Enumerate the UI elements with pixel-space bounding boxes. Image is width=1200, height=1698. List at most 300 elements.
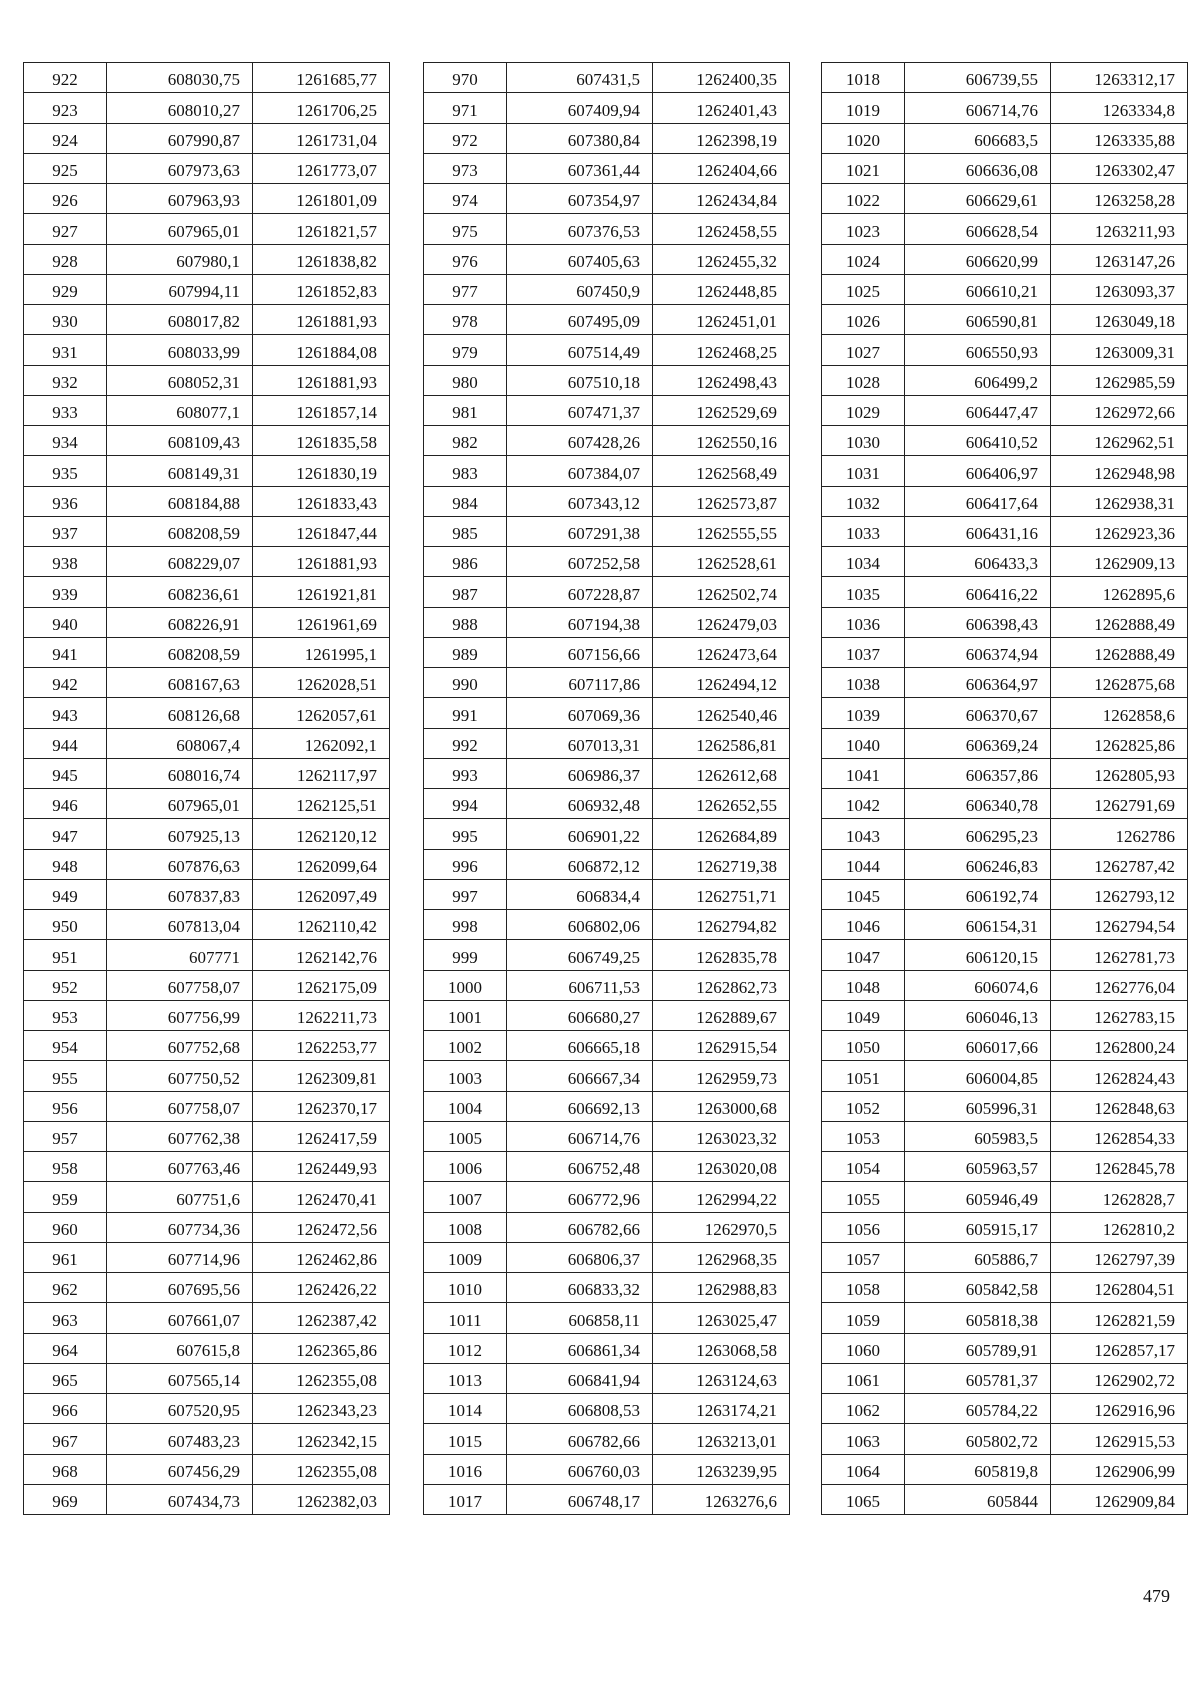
point-number-cell: 1021 (822, 153, 905, 183)
table-row (822, 426, 1188, 456)
point-number-cell: 1064 (822, 1454, 905, 1484)
x-coordinate-cell: 606802,06 (507, 910, 653, 940)
point-number-cell: 987 (424, 577, 507, 607)
y-coordinate-cell: 1262791,69 (1051, 789, 1188, 819)
table-row (822, 547, 1188, 577)
y-coordinate-cell: 1263276,6 (653, 1484, 790, 1514)
table-row (424, 819, 790, 849)
x-coordinate-cell: 606550,93 (905, 335, 1051, 365)
x-coordinate-cell: 607980,1 (107, 244, 253, 274)
table-row (24, 63, 390, 93)
y-coordinate-cell: 1262828,7 (1051, 1182, 1188, 1212)
point-number-cell: 1022 (822, 184, 905, 214)
x-coordinate-cell: 606861,34 (507, 1333, 653, 1363)
x-coordinate-cell: 606739,55 (905, 63, 1051, 93)
x-coordinate-cell: 606667,34 (507, 1061, 653, 1091)
y-coordinate-cell: 1262810,2 (1051, 1212, 1188, 1242)
point-number-cell: 948 (24, 849, 107, 879)
point-number-cell: 1040 (822, 728, 905, 758)
x-coordinate-cell: 607354,97 (507, 184, 653, 214)
x-coordinate-cell: 608229,07 (107, 547, 253, 577)
x-coordinate-cell: 607252,58 (507, 547, 653, 577)
x-coordinate-cell: 607228,87 (507, 577, 653, 607)
y-coordinate-cell: 1261801,09 (253, 184, 390, 214)
point-number-cell: 981 (424, 395, 507, 425)
table-row (822, 274, 1188, 304)
x-coordinate-cell: 606680,27 (507, 1000, 653, 1030)
table-row (24, 1212, 390, 1242)
table-row (24, 849, 390, 879)
x-coordinate-cell: 607520,95 (107, 1394, 253, 1424)
point-number-cell: 986 (424, 547, 507, 577)
table-row (24, 1273, 390, 1303)
table-row (424, 1031, 790, 1061)
point-number-cell: 1044 (822, 849, 905, 879)
point-number-cell: 1052 (822, 1091, 905, 1121)
y-coordinate-cell: 1262825,86 (1051, 728, 1188, 758)
x-coordinate-cell: 607762,38 (107, 1121, 253, 1151)
x-coordinate-cell: 608052,31 (107, 365, 253, 395)
x-coordinate-cell: 606357,86 (905, 758, 1051, 788)
y-coordinate-cell: 1262142,76 (253, 940, 390, 970)
x-coordinate-cell: 606406,97 (905, 456, 1051, 486)
x-coordinate-cell: 606431,16 (905, 516, 1051, 546)
table-row (822, 1000, 1188, 1030)
y-coordinate-cell: 1262915,54 (653, 1031, 790, 1061)
x-coordinate-cell: 606772,96 (507, 1182, 653, 1212)
point-number-cell: 935 (24, 456, 107, 486)
x-coordinate-cell: 608017,82 (107, 305, 253, 335)
table-row (24, 365, 390, 395)
y-coordinate-cell: 1261773,07 (253, 153, 390, 183)
point-number-cell: 1061 (822, 1363, 905, 1393)
x-coordinate-cell: 607405,63 (507, 244, 653, 274)
table-row (424, 547, 790, 577)
x-coordinate-cell: 606858,11 (507, 1303, 653, 1333)
table-row (24, 516, 390, 546)
y-coordinate-cell: 1263025,47 (653, 1303, 790, 1333)
y-coordinate-cell: 1262804,51 (1051, 1273, 1188, 1303)
point-number-cell: 930 (24, 305, 107, 335)
y-coordinate-cell: 1262253,77 (253, 1031, 390, 1061)
table-row (24, 637, 390, 667)
table-row (24, 698, 390, 728)
point-number-cell: 1035 (822, 577, 905, 607)
x-coordinate-cell: 606986,37 (507, 758, 653, 788)
point-number-cell: 939 (24, 577, 107, 607)
y-coordinate-cell: 1262835,78 (653, 940, 790, 970)
x-coordinate-cell: 606046,13 (905, 1000, 1051, 1030)
point-number-cell: 1058 (822, 1273, 905, 1303)
table-row (822, 153, 1188, 183)
x-coordinate-cell: 607156,66 (507, 637, 653, 667)
point-number-cell: 990 (424, 668, 507, 698)
y-coordinate-cell: 1262821,59 (1051, 1303, 1188, 1333)
table-row (24, 1152, 390, 1182)
table-row (822, 456, 1188, 486)
x-coordinate-cell: 606398,43 (905, 607, 1051, 637)
table-row (24, 395, 390, 425)
point-number-cell: 1019 (822, 93, 905, 123)
x-coordinate-cell: 607376,53 (507, 214, 653, 244)
y-coordinate-cell: 1261706,25 (253, 93, 390, 123)
table-row (822, 244, 1188, 274)
y-coordinate-cell: 1262787,42 (1051, 849, 1188, 879)
x-coordinate-cell: 607434,73 (107, 1484, 253, 1514)
table-row (424, 1454, 790, 1484)
point-number-cell: 949 (24, 879, 107, 909)
point-number-cell: 925 (24, 153, 107, 183)
table-row (24, 789, 390, 819)
table-row (24, 1031, 390, 1061)
point-number-cell: 945 (24, 758, 107, 788)
point-number-cell: 971 (424, 93, 507, 123)
table-row (822, 910, 1188, 940)
table-row (424, 970, 790, 1000)
y-coordinate-cell: 1262211,73 (253, 1000, 390, 1030)
y-coordinate-cell: 1262923,36 (1051, 516, 1188, 546)
y-coordinate-cell: 1262355,08 (253, 1454, 390, 1484)
y-coordinate-cell: 1262985,59 (1051, 365, 1188, 395)
x-coordinate-cell: 607291,38 (507, 516, 653, 546)
table-row (822, 365, 1188, 395)
point-number-cell: 976 (424, 244, 507, 274)
point-number-cell: 936 (24, 486, 107, 516)
y-coordinate-cell: 1262097,49 (253, 879, 390, 909)
table-row (424, 1394, 790, 1424)
table-row (424, 1061, 790, 1091)
table-row (424, 1273, 790, 1303)
x-coordinate-cell: 606364,97 (905, 668, 1051, 698)
point-number-cell: 960 (24, 1212, 107, 1242)
point-number-cell: 959 (24, 1182, 107, 1212)
x-coordinate-cell: 608149,31 (107, 456, 253, 486)
y-coordinate-cell: 1262309,81 (253, 1061, 390, 1091)
point-number-cell: 968 (24, 1454, 107, 1484)
table-row (822, 1394, 1188, 1424)
point-number-cell: 978 (424, 305, 507, 335)
table-row (424, 456, 790, 486)
point-number-cell: 1003 (424, 1061, 507, 1091)
x-coordinate-cell: 607615,8 (107, 1333, 253, 1363)
y-coordinate-cell: 1262417,59 (253, 1121, 390, 1151)
table-row (424, 244, 790, 274)
table-row (822, 577, 1188, 607)
point-number-cell: 1039 (822, 698, 905, 728)
point-number-cell: 988 (424, 607, 507, 637)
table-row (24, 547, 390, 577)
y-coordinate-cell: 1262781,73 (1051, 940, 1188, 970)
y-coordinate-cell: 1262902,72 (1051, 1363, 1188, 1393)
x-coordinate-cell: 606714,76 (905, 93, 1051, 123)
x-coordinate-cell: 607409,94 (507, 93, 653, 123)
x-coordinate-cell: 605996,31 (905, 1091, 1051, 1121)
x-coordinate-cell: 605781,37 (905, 1363, 1051, 1393)
point-number-cell: 1010 (424, 1273, 507, 1303)
x-coordinate-cell: 606154,31 (905, 910, 1051, 940)
y-coordinate-cell: 1261835,58 (253, 426, 390, 456)
point-number-cell: 1026 (822, 305, 905, 335)
point-number-cell: 958 (24, 1152, 107, 1182)
point-number-cell: 1050 (822, 1031, 905, 1061)
table-row (822, 1182, 1188, 1212)
x-coordinate-cell: 606620,99 (905, 244, 1051, 274)
table-row (424, 1121, 790, 1151)
y-coordinate-cell: 1263258,28 (1051, 184, 1188, 214)
table-row (822, 728, 1188, 758)
y-coordinate-cell: 1262125,51 (253, 789, 390, 819)
x-coordinate-cell: 606901,22 (507, 819, 653, 849)
y-coordinate-cell: 1262858,6 (1051, 698, 1188, 728)
y-coordinate-cell: 1262948,98 (1051, 456, 1188, 486)
point-number-cell: 1037 (822, 637, 905, 667)
y-coordinate-cell: 1262498,43 (653, 365, 790, 395)
x-coordinate-cell: 608109,43 (107, 426, 253, 456)
y-coordinate-cell: 1262797,39 (1051, 1242, 1188, 1272)
table-row (424, 637, 790, 667)
point-number-cell: 928 (24, 244, 107, 274)
table-row (822, 1152, 1188, 1182)
table-row (424, 1000, 790, 1030)
y-coordinate-cell: 1263147,26 (1051, 244, 1188, 274)
x-coordinate-cell: 607813,04 (107, 910, 253, 940)
y-coordinate-cell: 1262175,09 (253, 970, 390, 1000)
y-coordinate-cell: 1262848,63 (1051, 1091, 1188, 1121)
point-number-cell: 995 (424, 819, 507, 849)
y-coordinate-cell: 1262959,73 (653, 1061, 790, 1091)
point-number-cell: 965 (24, 1363, 107, 1393)
point-number-cell: 975 (424, 214, 507, 244)
y-coordinate-cell: 1261838,82 (253, 244, 390, 274)
x-coordinate-cell: 606748,17 (507, 1484, 653, 1514)
point-number-cell: 993 (424, 758, 507, 788)
x-coordinate-cell: 607510,18 (507, 365, 653, 395)
y-coordinate-cell: 1261852,83 (253, 274, 390, 304)
table-row (822, 849, 1188, 879)
table-row (24, 970, 390, 1000)
y-coordinate-cell: 1262449,93 (253, 1152, 390, 1182)
x-coordinate-cell: 605842,58 (905, 1273, 1051, 1303)
point-number-cell: 934 (24, 426, 107, 456)
table-row (822, 789, 1188, 819)
point-number-cell: 922 (24, 63, 107, 93)
table-row (822, 123, 1188, 153)
point-number-cell: 966 (24, 1394, 107, 1424)
point-number-cell: 1056 (822, 1212, 905, 1242)
point-number-cell: 1055 (822, 1182, 905, 1212)
x-coordinate-cell: 608167,63 (107, 668, 253, 698)
y-coordinate-cell: 1262470,41 (253, 1182, 390, 1212)
point-number-cell: 1015 (424, 1424, 507, 1454)
table-row (822, 607, 1188, 637)
y-coordinate-cell: 1262888,49 (1051, 637, 1188, 667)
y-coordinate-cell: 1262909,13 (1051, 547, 1188, 577)
point-number-cell: 1038 (822, 668, 905, 698)
point-number-cell: 1043 (822, 819, 905, 849)
table-row (424, 607, 790, 637)
y-coordinate-cell: 1262550,16 (653, 426, 790, 456)
y-coordinate-cell: 1262099,64 (253, 849, 390, 879)
x-coordinate-cell: 606834,4 (507, 879, 653, 909)
y-coordinate-cell: 1262451,01 (653, 305, 790, 335)
y-coordinate-cell: 1262468,25 (653, 335, 790, 365)
point-number-cell: 1007 (424, 1182, 507, 1212)
page-number: 479 (1143, 1586, 1170, 1606)
table-row (822, 184, 1188, 214)
x-coordinate-cell: 607837,83 (107, 879, 253, 909)
y-coordinate-cell: 1262458,55 (653, 214, 790, 244)
table-row (24, 1242, 390, 1272)
table-row (822, 879, 1188, 909)
x-coordinate-cell: 607751,6 (107, 1182, 253, 1212)
y-coordinate-cell: 1262502,74 (653, 577, 790, 607)
table-row (424, 93, 790, 123)
table-row (424, 789, 790, 819)
table-row (24, 728, 390, 758)
y-coordinate-cell: 1262794,82 (653, 910, 790, 940)
y-coordinate-cell: 1262387,42 (253, 1303, 390, 1333)
x-coordinate-cell: 608033,99 (107, 335, 253, 365)
y-coordinate-cell: 1262057,61 (253, 698, 390, 728)
table-row (24, 486, 390, 516)
point-number-cell: 1008 (424, 1212, 507, 1242)
table-row (424, 1363, 790, 1393)
x-coordinate-cell: 607714,96 (107, 1242, 253, 1272)
x-coordinate-cell: 607973,63 (107, 153, 253, 183)
x-coordinate-cell: 606590,81 (905, 305, 1051, 335)
table-row (424, 1182, 790, 1212)
table-row (24, 910, 390, 940)
point-number-cell: 932 (24, 365, 107, 395)
y-coordinate-cell: 1262028,51 (253, 668, 390, 698)
x-coordinate-cell: 606447,47 (905, 395, 1051, 425)
table-row (24, 668, 390, 698)
x-coordinate-cell: 605844 (905, 1484, 1051, 1514)
table-row (822, 214, 1188, 244)
x-coordinate-cell: 607013,31 (507, 728, 653, 758)
y-coordinate-cell: 1261881,93 (253, 365, 390, 395)
table-row (24, 1363, 390, 1393)
table-row (822, 1212, 1188, 1242)
point-number-cell: 926 (24, 184, 107, 214)
x-coordinate-cell: 606017,66 (905, 1031, 1051, 1061)
table-row (822, 1454, 1188, 1484)
point-number-cell: 1031 (822, 456, 905, 486)
x-coordinate-cell: 607750,52 (107, 1061, 253, 1091)
point-number-cell: 997 (424, 879, 507, 909)
x-coordinate-cell: 606665,18 (507, 1031, 653, 1061)
x-coordinate-cell: 606610,21 (905, 274, 1051, 304)
y-coordinate-cell: 1262786 (1051, 819, 1188, 849)
point-number-cell: 947 (24, 819, 107, 849)
x-coordinate-cell: 607117,86 (507, 668, 653, 698)
point-number-cell: 937 (24, 516, 107, 546)
x-coordinate-cell: 607380,84 (507, 123, 653, 153)
y-coordinate-cell: 1263213,01 (653, 1424, 790, 1454)
x-coordinate-cell: 608010,27 (107, 93, 253, 123)
table-row (822, 395, 1188, 425)
point-number-cell: 1049 (822, 1000, 905, 1030)
y-coordinate-cell: 1263000,68 (653, 1091, 790, 1121)
table-row (822, 1121, 1188, 1151)
point-number-cell: 1023 (822, 214, 905, 244)
x-coordinate-cell: 608208,59 (107, 516, 253, 546)
table-row (424, 305, 790, 335)
table-row (24, 93, 390, 123)
table-row (24, 214, 390, 244)
y-coordinate-cell: 1263174,21 (653, 1394, 790, 1424)
table-row (424, 153, 790, 183)
point-number-cell: 979 (424, 335, 507, 365)
point-number-cell: 1020 (822, 123, 905, 153)
x-coordinate-cell: 606433,3 (905, 547, 1051, 577)
point-number-cell: 969 (24, 1484, 107, 1514)
y-coordinate-cell: 1262110,42 (253, 910, 390, 940)
point-number-cell: 1063 (822, 1424, 905, 1454)
point-number-cell: 931 (24, 335, 107, 365)
y-coordinate-cell: 1262540,46 (653, 698, 790, 728)
table-row (822, 1333, 1188, 1363)
point-number-cell: 1016 (424, 1454, 507, 1484)
point-number-cell: 973 (424, 153, 507, 183)
y-coordinate-cell: 1263239,95 (653, 1454, 790, 1484)
table-row (822, 1031, 1188, 1061)
x-coordinate-cell: 607471,37 (507, 395, 653, 425)
x-coordinate-cell: 606192,74 (905, 879, 1051, 909)
x-coordinate-cell: 607343,12 (507, 486, 653, 516)
point-number-cell: 1004 (424, 1091, 507, 1121)
table-row (424, 516, 790, 546)
x-coordinate-cell: 605946,49 (905, 1182, 1051, 1212)
point-number-cell: 956 (24, 1091, 107, 1121)
y-coordinate-cell: 1261833,43 (253, 486, 390, 516)
x-coordinate-cell: 606806,37 (507, 1242, 653, 1272)
point-number-cell: 1046 (822, 910, 905, 940)
y-coordinate-cell: 1262342,15 (253, 1424, 390, 1454)
x-coordinate-cell: 607695,56 (107, 1273, 253, 1303)
point-number-cell: 941 (24, 637, 107, 667)
y-coordinate-cell: 1262472,56 (253, 1212, 390, 1242)
x-coordinate-cell: 608184,88 (107, 486, 253, 516)
y-coordinate-cell: 1262994,22 (653, 1182, 790, 1212)
table-row (822, 698, 1188, 728)
y-coordinate-cell: 1262382,03 (253, 1484, 390, 1514)
table-row (424, 698, 790, 728)
y-coordinate-cell: 1262794,54 (1051, 910, 1188, 940)
point-number-cell: 961 (24, 1242, 107, 1272)
x-coordinate-cell: 606872,12 (507, 849, 653, 879)
x-coordinate-cell: 608077,1 (107, 395, 253, 425)
x-coordinate-cell: 605802,72 (905, 1424, 1051, 1454)
x-coordinate-cell: 606833,32 (507, 1273, 653, 1303)
x-coordinate-cell: 606374,94 (905, 637, 1051, 667)
x-coordinate-cell: 607384,07 (507, 456, 653, 486)
y-coordinate-cell: 1262938,31 (1051, 486, 1188, 516)
coordinates-table-3 (821, 62, 1188, 1515)
point-number-cell: 1029 (822, 395, 905, 425)
table-row (822, 819, 1188, 849)
table-row (822, 63, 1188, 93)
y-coordinate-cell: 1262462,86 (253, 1242, 390, 1272)
y-coordinate-cell: 1262800,24 (1051, 1031, 1188, 1061)
table-row (822, 1061, 1188, 1091)
table-row (424, 184, 790, 214)
y-coordinate-cell: 1262404,66 (653, 153, 790, 183)
x-coordinate-cell: 608236,61 (107, 577, 253, 607)
y-coordinate-cell: 1261857,14 (253, 395, 390, 425)
point-number-cell: 962 (24, 1273, 107, 1303)
x-coordinate-cell: 607925,13 (107, 819, 253, 849)
